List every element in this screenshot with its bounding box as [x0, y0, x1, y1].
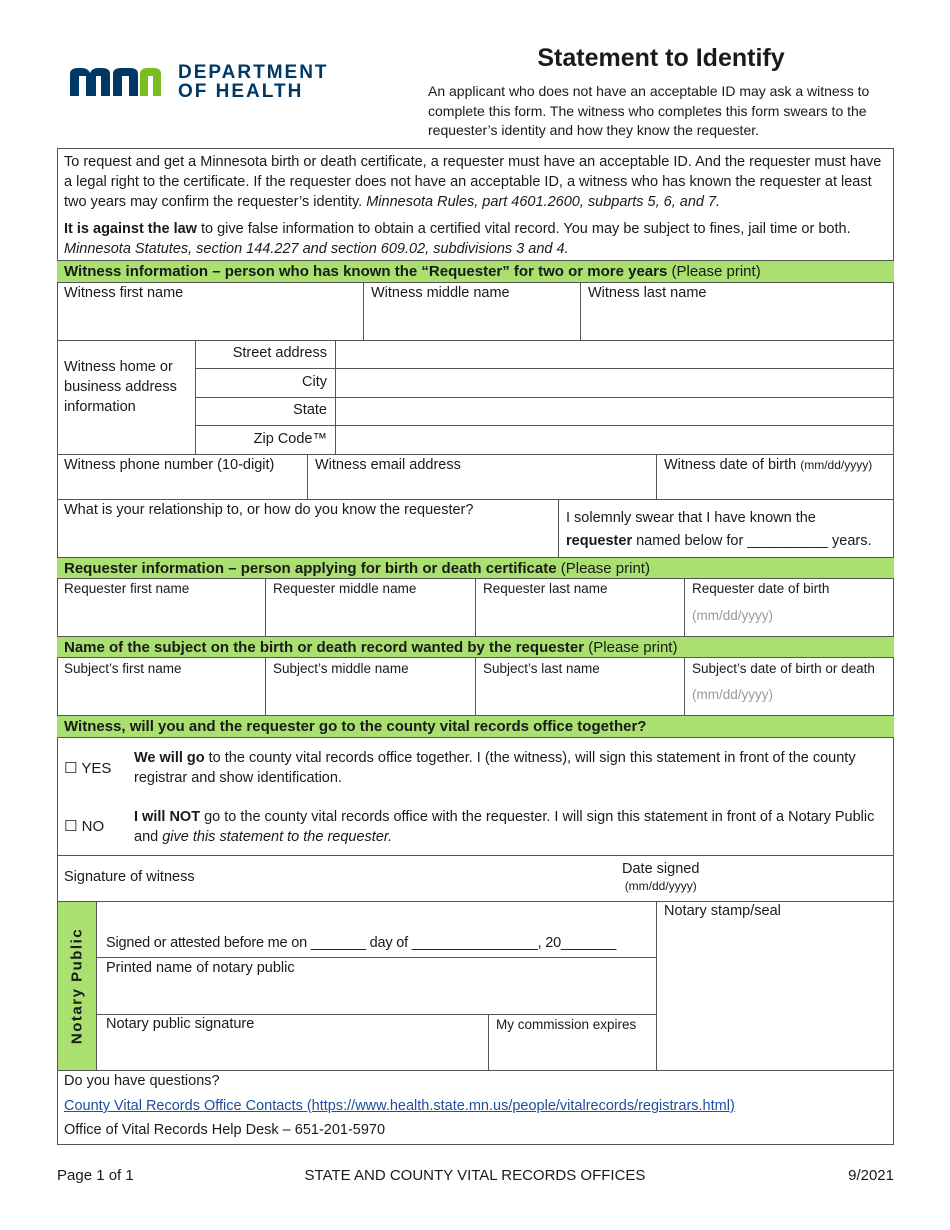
- subject-band-note: (Please print): [588, 639, 678, 656]
- page-number: Page 1 of 1: [57, 1167, 134, 1184]
- no-checkbox[interactable]: ☐ NO: [64, 818, 105, 835]
- mdh-logo: [68, 60, 358, 110]
- no-italic: give this statement to the requester.: [162, 829, 393, 845]
- no-bold: I will NOT: [134, 809, 201, 825]
- logo-line-1: DEPARTMENT: [178, 62, 329, 83]
- page-title: Statement to Identify: [537, 44, 785, 72]
- subject-band-title: Name of the subject on the birth or death record wanted by the requester: [64, 639, 585, 656]
- state-input[interactable]: [336, 398, 893, 425]
- county-contacts-link[interactable]: County Vital Records Office Contacts (https://www.health.state.mn.us/people/vitalrecords/registrars.html): [64, 1098, 735, 1114]
- notary-public-label: Notary Public: [68, 927, 86, 1045]
- notary-public-strip: [58, 902, 97, 1070]
- witness-phone-field[interactable]: Witness phone number (10-digit): [64, 457, 275, 473]
- city-input[interactable]: [336, 369, 893, 396]
- intro-text: An applicant who does not have an acceptable ID may ask a witness to complete this form. The witness who completes this form swears to the requester’s identity and how they know the requester.: [428, 83, 870, 138]
- witness-address-label: Witness home or business address information: [64, 359, 177, 415]
- witness-dob-label: Witness date of birth: [664, 457, 797, 473]
- revision-date: 9/2021: [848, 1167, 894, 1184]
- subject-last-name-field[interactable]: Subject’s last name: [483, 661, 600, 676]
- subject-section-header: [57, 636, 894, 658]
- subject-first-name-field[interactable]: Subject’s first name: [64, 661, 182, 676]
- witness-band-title: Witness information – person who has known the “Requester” for two or more years: [64, 263, 668, 280]
- requester-band-title: Requester information – person applying for birth or death certificate: [64, 560, 557, 577]
- notary-attest-line[interactable]: Signed or attested before me on _______ day of ________________, 20_______: [106, 935, 617, 951]
- street-label: Street address: [232, 345, 327, 361]
- legal-para2: to give false information to obtain a certified vital record. You may be subject to fines, jail time or both.: [196, 221, 851, 237]
- requester-dob-placeholder: (mm/dd/yyyy): [692, 608, 773, 623]
- witness-first-name-field[interactable]: Witness first name: [64, 285, 184, 301]
- witness-email-field[interactable]: Witness email address: [315, 457, 461, 473]
- subject-dob-placeholder: (mm/dd/yyyy): [692, 687, 773, 702]
- legal-notice: [64, 152, 890, 266]
- requester-first-name-field[interactable]: Requester first name: [64, 581, 190, 596]
- swear-statement: [566, 507, 872, 553]
- footer-center-text: STATE AND COUNTY VITAL RECORDS OFFICES: [304, 1167, 646, 1184]
- relationship-field[interactable]: What is your relationship to, or how do you know the requester?: [64, 502, 474, 518]
- commission-expires-field[interactable]: My commission expires: [496, 1017, 637, 1032]
- notary-printed-name-field[interactable]: Printed name of notary public: [106, 960, 295, 976]
- witness-dob-field[interactable]: [664, 457, 872, 473]
- requester-section-header: [57, 557, 894, 579]
- requester-dob-field[interactable]: Requester date of birth: [692, 581, 830, 596]
- witness-dob-format: (mm/dd/yyyy): [800, 458, 873, 472]
- street-address-input[interactable]: [336, 341, 893, 368]
- zip-label: Zip Code™: [253, 431, 327, 447]
- zip-input[interactable]: [336, 426, 893, 453]
- subject-dob-field[interactable]: Subject’s date of birth or death: [692, 661, 875, 676]
- requester-middle-name-field[interactable]: Requester middle name: [273, 581, 417, 596]
- date-signed-label: Date signed: [622, 861, 700, 877]
- city-label: City: [302, 374, 327, 390]
- notary-stamp-area: Notary stamp/seal: [664, 903, 781, 919]
- together-section-header: [57, 715, 894, 738]
- legal-cite2: Minnesota Statutes, section 144.227 and section 609.02, subdivisions 3 and 4.: [64, 241, 569, 257]
- state-label: State: [293, 402, 327, 418]
- swear-years-blank: named below for __________ years.: [632, 533, 872, 549]
- requester-last-name-field[interactable]: Requester last name: [483, 581, 608, 596]
- witness-band-note: (Please print): [671, 263, 761, 280]
- together-band-title: Witness, will you and the requester go to the county vital records office together?: [64, 718, 647, 735]
- yes-checkbox[interactable]: ☐ YES: [64, 760, 112, 777]
- subject-middle-name-field[interactable]: Subject’s middle name: [273, 661, 409, 676]
- legal-para1: To request and get a Minnesota birth or death certificate, a requester must have an acceptable ID. And the requester must have a legal right to the certificate. If the requester does not have an acceptable ID, a witness who has known the requester at least two years may confirm the requester’s identity.: [64, 154, 882, 210]
- no-statement: [134, 807, 879, 847]
- swear-bold: requester: [566, 533, 633, 549]
- witness-section-header: [57, 260, 894, 283]
- help-desk-text: Office of Vital Records Help Desk – 651-201-5970: [64, 1122, 386, 1138]
- witness-last-name-field[interactable]: Witness last name: [588, 285, 707, 301]
- questions-heading: Do you have questions?: [64, 1073, 220, 1089]
- no-text: go to the county vital records office with the requester. I will sign this statement in front of a Notary Public and: [134, 809, 875, 845]
- yes-statement: [134, 748, 879, 788]
- witness-signature-field[interactable]: Signature of witness: [64, 869, 195, 885]
- legal-bold: It is against the law: [64, 221, 197, 237]
- legal-cite1: Minnesota Rules, part 4601.2600, subparts 5, 6, and 7.: [366, 194, 721, 210]
- date-signed-format: (mm/dd/yyyy): [624, 879, 697, 893]
- yes-text: to the county vital records office together. I (the witness), will sign this statement in front of the county registrar and show identification.: [134, 750, 856, 786]
- swear-line-1: I solemnly swear that I have known the: [566, 510, 816, 526]
- notary-signature-field[interactable]: Notary public signature: [106, 1016, 255, 1032]
- yes-bold: We will go: [134, 750, 205, 766]
- date-signed-field[interactable]: [622, 861, 699, 895]
- witness-middle-name-field[interactable]: Witness middle name: [371, 285, 510, 301]
- logo-line-2: OF HEALTH: [178, 81, 304, 102]
- requester-band-note: (Please print): [560, 560, 650, 577]
